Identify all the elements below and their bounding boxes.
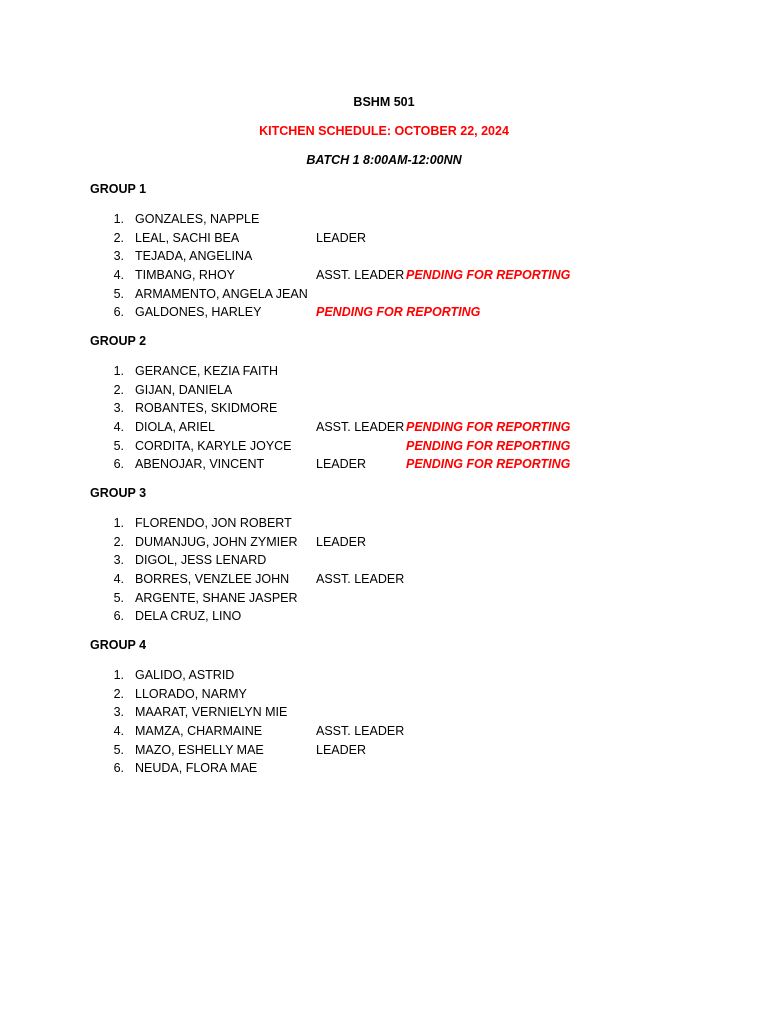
member-name: ARMAMENTO, ANGELA JEAN bbox=[135, 287, 308, 301]
member-name: ROBANTES, SKIDMORE bbox=[135, 401, 278, 415]
member-row bbox=[0, 607, 768, 625]
member-name: GALDONES, HARLEY bbox=[135, 305, 262, 319]
member-row bbox=[0, 666, 768, 684]
member-role: LEADER bbox=[316, 535, 367, 549]
document-title: BSHM 501 bbox=[353, 95, 415, 109]
member-number: 2. bbox=[113, 687, 124, 701]
member-name: MAZO, ESHELLY MAE bbox=[135, 743, 264, 757]
member-row bbox=[0, 362, 768, 380]
member-row bbox=[0, 741, 768, 759]
member-number: 2. bbox=[113, 535, 124, 549]
member-name: GONZALES, NAPPLE bbox=[135, 212, 260, 226]
member-row bbox=[0, 399, 768, 417]
pending-note: PENDING FOR REPORTING bbox=[316, 305, 481, 319]
member-number: 3. bbox=[113, 249, 124, 263]
schedule-subtitle: KITCHEN SCHEDULE: OCTOBER 22, 2024 bbox=[259, 124, 509, 138]
member-name: MAMZA, CHARMAINE bbox=[135, 724, 263, 738]
member-number: 3. bbox=[113, 401, 124, 415]
member-number: 4. bbox=[113, 420, 124, 434]
member-number: 4. bbox=[113, 268, 124, 282]
member-number: 3. bbox=[113, 705, 124, 719]
member-row bbox=[0, 703, 768, 721]
member-number: 2. bbox=[113, 231, 124, 245]
member-row bbox=[0, 285, 768, 303]
member-name: ARGENTE, SHANE JASPER bbox=[135, 591, 298, 605]
member-role: LEADER bbox=[316, 457, 367, 471]
member-role: LEADER bbox=[316, 231, 367, 245]
member-row bbox=[0, 247, 768, 265]
member-role: ASST. LEADER bbox=[316, 572, 405, 586]
member-row bbox=[0, 551, 768, 569]
member-row bbox=[0, 685, 768, 703]
pending-note: PENDING FOR REPORTING bbox=[406, 439, 571, 453]
member-role: ASST. LEADER bbox=[316, 268, 405, 282]
batch-time: BATCH 1 8:00AM-12:00NN bbox=[306, 153, 462, 167]
member-row bbox=[0, 455, 768, 473]
group-heading: GROUP 2 bbox=[90, 334, 147, 348]
member-name: LLORADO, NARMY bbox=[135, 687, 247, 701]
member-name: FLORENDO, JON ROBERT bbox=[135, 516, 292, 530]
member-number: 1. bbox=[113, 516, 124, 530]
member-role: ASST. LEADER bbox=[316, 724, 405, 738]
member-row bbox=[0, 266, 768, 284]
member-row bbox=[0, 303, 768, 321]
member-row bbox=[0, 437, 768, 455]
group-heading: GROUP 4 bbox=[90, 638, 147, 652]
member-number: 6. bbox=[113, 305, 124, 319]
member-row bbox=[0, 418, 768, 436]
member-role: ASST. LEADER bbox=[316, 420, 405, 434]
member-number: 6. bbox=[113, 457, 124, 471]
member-row bbox=[0, 229, 768, 247]
member-row bbox=[0, 381, 768, 399]
member-name: BORRES, VENZLEE JOHN bbox=[135, 572, 290, 586]
member-number: 6. bbox=[113, 761, 124, 775]
member-name: GIJAN, DANIELA bbox=[135, 383, 233, 397]
member-number: 5. bbox=[113, 287, 124, 301]
member-name: TEJADA, ANGELINA bbox=[135, 249, 253, 263]
member-number: 4. bbox=[113, 724, 124, 738]
member-name: DUMANJUG, JOHN ZYMIER bbox=[135, 535, 298, 549]
member-name: MAARAT, VERNIELYN MIE bbox=[135, 705, 288, 719]
member-row bbox=[0, 514, 768, 532]
member-number: 1. bbox=[113, 668, 124, 682]
group-heading: GROUP 1 bbox=[90, 182, 147, 196]
member-number: 4. bbox=[113, 572, 124, 586]
member-name: NEUDA, FLORA MAE bbox=[135, 761, 258, 775]
group-heading: GROUP 3 bbox=[90, 486, 147, 500]
member-row bbox=[0, 533, 768, 551]
member-name: ABENOJAR, VINCENT bbox=[135, 457, 265, 471]
member-row bbox=[0, 570, 768, 588]
member-number: 5. bbox=[113, 743, 124, 757]
member-name: TIMBANG, RHOY bbox=[135, 268, 236, 282]
member-number: 6. bbox=[113, 609, 124, 623]
member-row bbox=[0, 589, 768, 607]
member-number: 1. bbox=[113, 364, 124, 378]
member-number: 5. bbox=[113, 591, 124, 605]
member-name: GALIDO, ASTRID bbox=[135, 668, 235, 682]
member-row bbox=[0, 759, 768, 777]
pending-note: PENDING FOR REPORTING bbox=[406, 457, 571, 471]
member-name: LEAL, SACHI BEA bbox=[135, 231, 240, 245]
pending-note: PENDING FOR REPORTING bbox=[406, 268, 571, 282]
member-row bbox=[0, 210, 768, 228]
member-number: 3. bbox=[113, 553, 124, 567]
member-number: 1. bbox=[113, 212, 124, 226]
member-name: DELA CRUZ, LINO bbox=[135, 609, 242, 623]
member-name: DIOLA, ARIEL bbox=[135, 420, 215, 434]
member-row bbox=[0, 722, 768, 740]
member-role: LEADER bbox=[316, 743, 367, 757]
member-number: 2. bbox=[113, 383, 124, 397]
member-name: GERANCE, KEZIA FAITH bbox=[135, 364, 279, 378]
member-name: CORDITA, KARYLE JOYCE bbox=[135, 439, 292, 453]
member-number: 5. bbox=[113, 439, 124, 453]
pending-note: PENDING FOR REPORTING bbox=[406, 420, 571, 434]
member-name: DIGOL, JESS LENARD bbox=[135, 553, 267, 567]
